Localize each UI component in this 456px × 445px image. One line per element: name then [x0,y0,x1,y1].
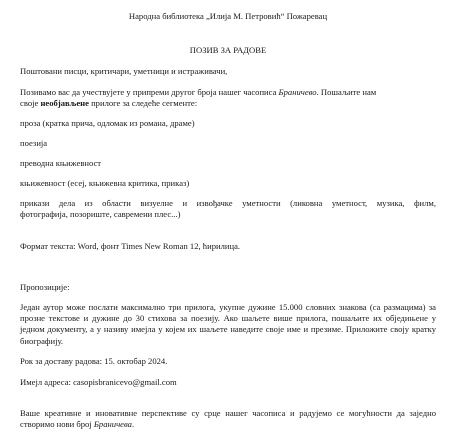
email-address: Имејл адреса: casopisbranicevo@gmail.com [20,377,177,387]
invite-line-1 [20,87,436,98]
invite-line-2 [20,98,436,109]
segment-item: преводна књижевност [20,158,102,168]
segment-item: поезија [20,138,48,148]
invite-text-d: прилоге за следеће сегменте: [88,98,198,108]
closing-text: Ваше креативне и иновативне перспективе су срце нашег часописа и радујемо се могућности да заједно створимо нови број [20,408,436,430]
propositions-label: Пропозиције: [20,282,70,292]
segment-item-continued: фотографија, позориште, савремени плес...) [20,209,181,219]
segment-item: проза (кратка прича, одломак из романа, драме) [20,118,195,128]
unpublished-emphasis: необјављене [40,98,89,108]
journal-name: Браничево [278,87,317,97]
greeting: Поштовани писци, критичари, уметници и истраживачи, [20,66,228,76]
closing-paragraph [20,408,436,430]
closing-end: . [131,419,135,430]
propositions-text: Један аутор може послати максимално три прилога, укупне дужине 15.000 словних знакова (са размацима) за прозне текстове и дужине до 30 стихова за поезију. Ако шаљете више прилога, пошаљите их обједињене у једном документу, а у називу имејла у којем их шаљете наведите своје име и презиме. Приложите своју кратку биографију. [20,302,436,346]
format-note: Формат текста: Word, фонт Times New Roman 12, ћирилица. [20,241,241,251]
invite-text-b: . Пошаљите нам [316,87,377,97]
segment-item: књижевност (есеј, књижевна критика, приказ) [20,178,190,188]
invite-text-c: своје [20,98,41,108]
invite-text-a: Позивамо вас да учествујете у припреми другог броја нашег часописа [20,87,279,97]
library-header: Народна библиотека „Илија М. Петровић“ Пожаревац [128,11,328,21]
segment-item: прикази дела из области визуелне и извођачке уметности (ликовна уметност, музика, филм, [20,198,436,208]
deadline: Рок за доставу радова: 15. октобар 2024. [20,356,168,366]
closing-journal-name: Браничева [93,419,132,430]
document-title: ПОЗИВ ЗА РАДОВЕ [189,45,267,55]
